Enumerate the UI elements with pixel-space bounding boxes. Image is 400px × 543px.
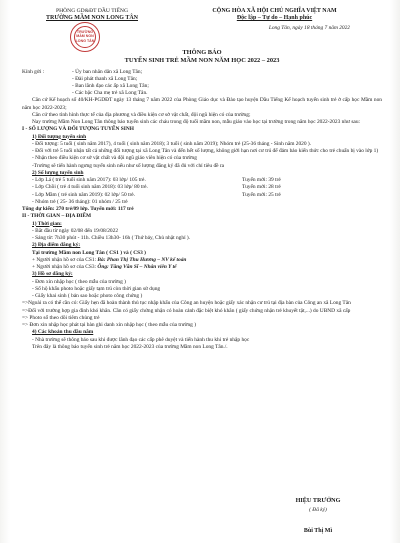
- stamp-date-row: [22, 23, 382, 49]
- quota-class: - Nhóm trẻ ( 25- 36 tháng): 01 nhóm / 25 trẻ: [32, 198, 128, 205]
- section-1-heading: I - SỐ LƯỢNG VÀ ĐỐI TƯỢNG TUYỂN SINH: [22, 126, 134, 133]
- doc-birth-cert: - Giấy khai sinh ( bản sao hoặc photo công chứng ): [32, 293, 143, 300]
- section-2-heading: II - THỜI GIAN – ĐỊA ĐIỂM: [22, 213, 92, 220]
- receiver-cs3-label: + Người nhận hồ sơ của CS3:: [32, 264, 98, 271]
- issuer-block: [22, 8, 162, 23]
- national-title: CỘNG HÒA XÃ HỘI CHỦ NGHĨA VIỆT NAM: [212, 8, 337, 14]
- capacity-text: - Nhận theo điều kiện cơ sở vật chất và đội ngũ giáo viên hiện có của trường: [32, 155, 197, 162]
- basis-paragraph-2: Căn cứ theo tình hình thực tế của địa phương và điều kiện cơ sở vật chất, đội ngũ hiện có của trường;: [32, 111, 251, 118]
- quota-row: [22, 199, 382, 206]
- recipients-list: [72, 69, 149, 98]
- stamp-inner-ring: [74, 26, 96, 48]
- national-motto-block: [167, 8, 382, 23]
- school-stamp: [70, 22, 100, 52]
- recipient-item: - Các bậc Cha mẹ trẻ xã Long Tân.: [72, 90, 148, 97]
- stamp-text-1: TRƯỜNG: [76, 29, 94, 34]
- stop-enrollment-text: -Trường sẽ tiến hành ngưng tuyển sinh nếu như số lượng đăng ký đã đủ với chỉ tiêu đề ra: [32, 162, 225, 169]
- recipients-block: [22, 69, 382, 98]
- recipients-label: Kính gửi :: [22, 68, 45, 75]
- doc-extra-residence: =>Ngoài ra có thể cần có: Giấy hẹn đã hoàn thành thủ tục nhập khẩu của Công an huyện hoặc giấy xác nhận cư trú tại địa bàn của Công an xã Long Tân: [22, 300, 351, 307]
- section-2-1-heading: 1) Thời gian:: [32, 220, 62, 227]
- signature-block: [258, 497, 378, 535]
- doc-extra-hardship: =>Đối với trường hợp gia đình khó khăn. Cần có giấy chứng nhận có hoàn cảnh đặc biệt khó khăn ( giấy chứng nhận trẻ khuyết tật,...) do UBND xã cấp: [22, 307, 351, 314]
- date-range-text: - Bắt đầu từ ngày 02/08 đến 19/08/2022: [32, 227, 119, 234]
- quota-class: - Lớp Lá ( trẻ 5 tuổi sinh năm 2017): 03 lớp/ 105 trẻ.: [32, 177, 146, 184]
- signed-note: ( Đã ký): [309, 506, 327, 513]
- section-2-4-heading: 4) Các khoản thu đầu năm: [32, 329, 94, 336]
- quota-row: [22, 184, 382, 191]
- target-age-text: - Đối tượng: 5 tuổi ( sinh năm 2017), 4 tuổi ( sinh năm 2018); 3 tuổi ( sinh năm 2019); Nhóm trẻ (25-36 tháng - Sinh năm 2020 ).: [32, 140, 312, 147]
- quota-new: Tuyển mới: 25 trẻ: [242, 191, 281, 198]
- receiver-cs1-name: Bà: Phan Thị Thu Hương – NV kế toán: [97, 256, 187, 263]
- section-2-3-heading: 3) Hồ sơ đăng ký:: [32, 271, 73, 278]
- section-1-1-heading: 1) Đối tượng tuyển sinh: [32, 133, 87, 140]
- quota-new: Tuyển mới: 28 trẻ: [242, 184, 281, 191]
- closing-text: Trên đây là thông báo tuyển sinh trẻ năm học 2022-2023 của trường Mầm non Long Tân./.: [32, 343, 228, 350]
- doc-household: - Sổ hộ khẩu photo hoặc giấy tạm trú còn thời gian sử dụng: [32, 285, 161, 292]
- receiver-cs1-label: + Người nhận hồ sơ của CS1:: [32, 256, 98, 263]
- receiver-cs3: [22, 264, 382, 271]
- signer-name: Bùi Thị Mì: [303, 527, 333, 534]
- doc-extra-vaccination: => Photo sổ theo dõi tiêm chủng trẻ: [22, 314, 100, 321]
- receiver-cs1: [22, 257, 382, 264]
- hours-text: - Sáng từ: 7h30 phút - 11h. Chiều 13h30- 16h ( Thứ bảy, Chủ nhật nghỉ ).: [32, 235, 191, 242]
- basis-paragraph-1: Căn cứ Kế hoạch số 40/KH-PGDĐT ngày 13 tháng 7 năm 2022 của Phòng Giáo dục và Đào tạo huyện Dầu Tiếng Kế hoạch tuyển sinh trẻ ở cấp học Mầm non năm học 2022-2023;: [22, 97, 382, 111]
- doc-application: - Đơn xin nhập học ( theo mẫu của trường ): [32, 278, 126, 285]
- quota-class: - Lớp Mầm ( trẻ sinh năm 2019): 02 lớp/ 50 trẻ.: [32, 191, 136, 198]
- recipient-item: - Ủy ban nhân dân xã Long Tân;: [72, 68, 143, 75]
- document-title: THÔNG BÁO: [182, 48, 222, 56]
- stamp-text-2: MẦM NON: [76, 34, 94, 39]
- quota-class: - Lớp Chồi ( trẻ 4 tuổi sinh năm 2018): 03 lớp/ 80 trẻ.: [32, 184, 148, 191]
- location-text: Tại trường Mầm non Long Tân ( CS1 ) và ( CS3 ): [32, 249, 146, 256]
- issuer-school: TRƯỜNG MẦM NON LONG TÂN: [46, 15, 138, 22]
- five-year-policy-text: - Đối với trẻ 5 tuổi nhận tất cả những đối tượng tại xã Long Tân và đến hết số lượng, không giới hạn nơi cư trú để đảm bảo kiến thức cho trẻ chuẩn bị vào lớp 1): [32, 148, 379, 155]
- intro-paragraph: Nay trường Mầm Non Long Tân thông báo tuyển sinh các cháu trong độ tuổi mầm non, mẫu giáo vào học tại trường trong năm học 2022-2023 như sau:: [32, 119, 361, 126]
- receiver-cs3-name: Ông: Tăng Văn Sĩ – Nhân viên Y tế: [97, 264, 177, 271]
- stamp-text-3: LONG TÂN: [75, 38, 95, 43]
- recipient-item: - Đài phát thanh xã Long Tân;: [72, 75, 138, 82]
- issuer-department: PHÒNG GD&ĐT DẦU TIẾNG: [55, 8, 129, 14]
- quota-new: Tuyển mới: 39 trẻ: [242, 177, 281, 184]
- quota-row: [22, 192, 382, 199]
- quota-total: Tổng dự kiến: 270 trẻ/09 lớp. Tuyển mới: 117 trẻ: [22, 206, 134, 213]
- recipient-item: - Ban lãnh đạo các ấp xã Long Tân;: [72, 82, 149, 89]
- document-subtitle: TUYỂN SINH TRẺ MẦM NON NĂM HỌC 2022 – 2023: [124, 56, 280, 64]
- national-motto: Độc lập – Tự do – Hạnh phúc: [236, 15, 313, 22]
- section-1-2-heading: 2) Số lượng tuyển sinh: [32, 169, 84, 176]
- signer-title: HIỆU TRƯỞNG: [295, 497, 341, 505]
- document-date: Long Tân, ngày 18 tháng 7 năm 2022: [268, 24, 350, 31]
- doc-extra-form: => Đơn xin nhập học phát tại bàn ghi danh xin nhập học ( theo mẫu của trường ): [22, 322, 196, 329]
- section-2-2-heading: 2) Địa điểm đăng ký:: [32, 242, 81, 249]
- fees-text: - Nhà trường sẽ thông báo sau khi được lãnh đạo các cấp phê duyệt và tiến hành thu khi trẻ nhập học: [32, 336, 250, 343]
- document-header: [22, 8, 382, 23]
